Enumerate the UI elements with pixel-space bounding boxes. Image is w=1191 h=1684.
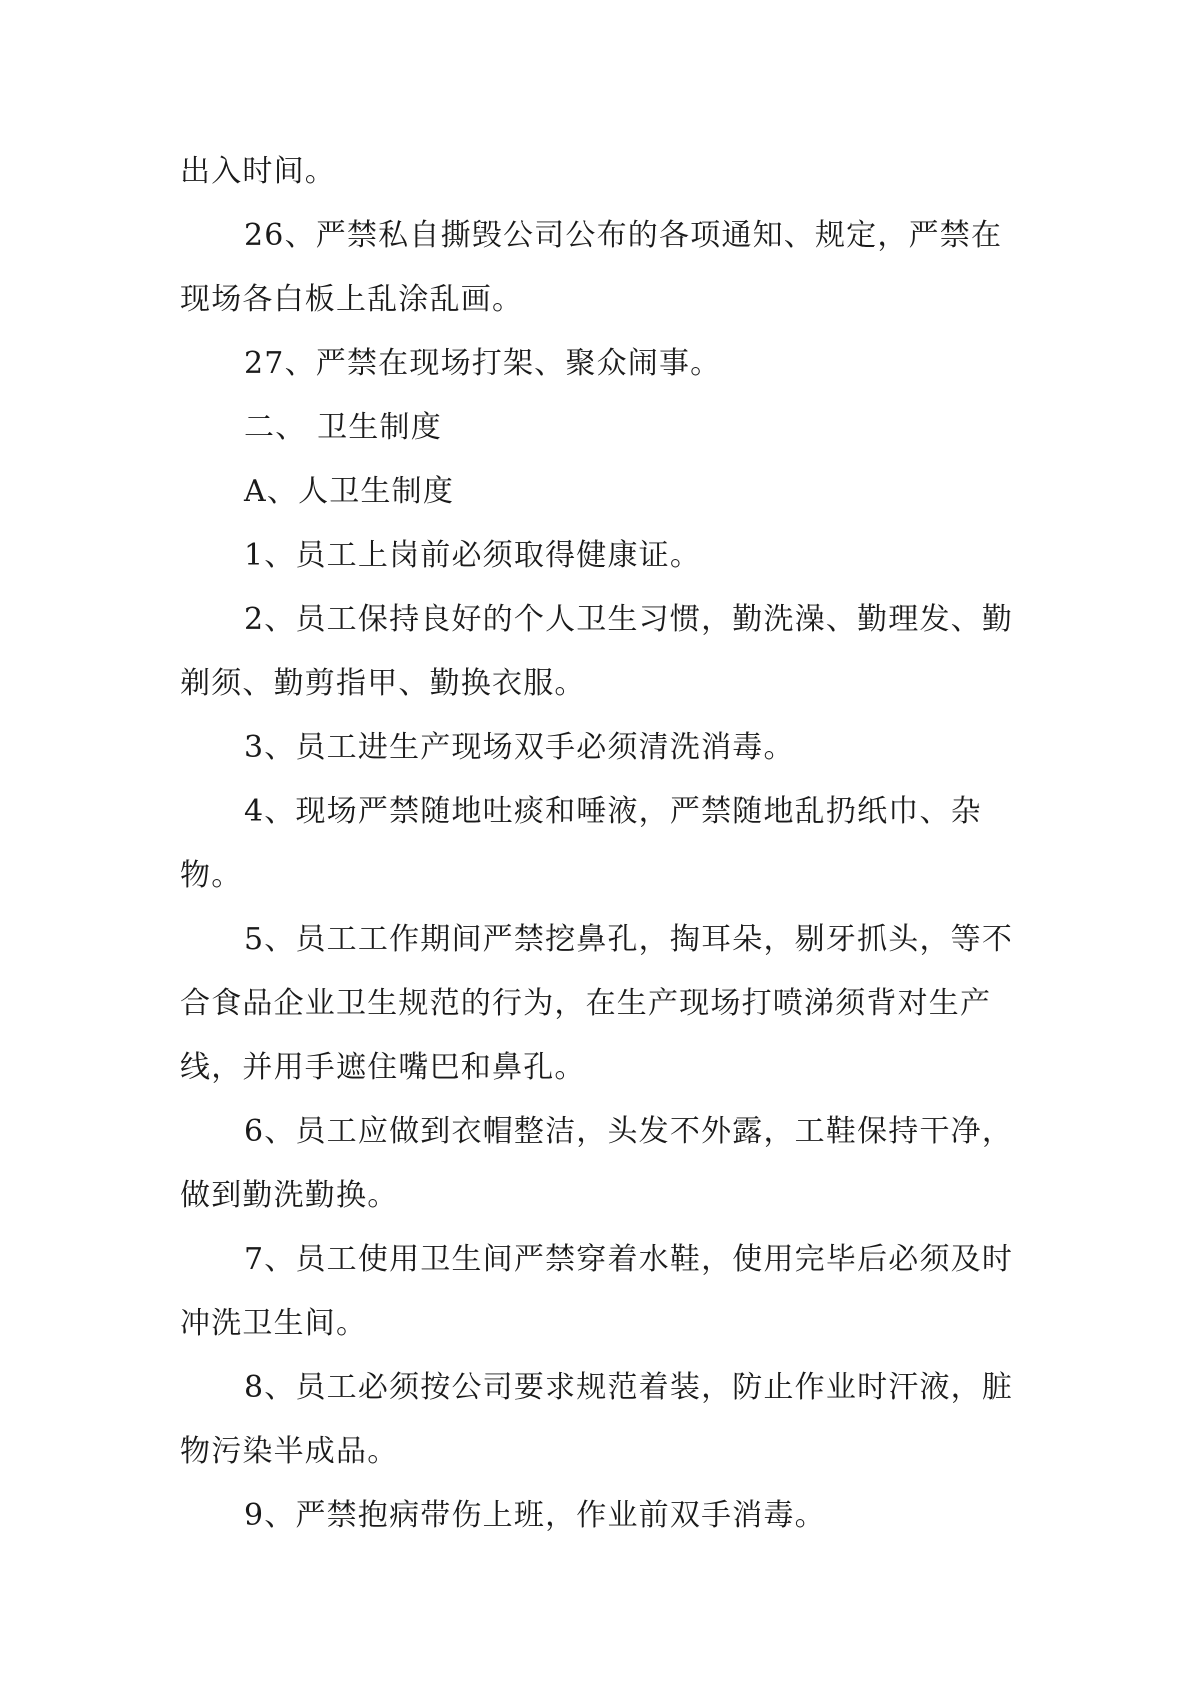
section-heading-hygiene: 二、 卫生制度 bbox=[244, 410, 442, 445]
hygiene-rule-1: 1、员工上岗前必须取得健康证。 bbox=[244, 538, 702, 573]
hygiene-rule-3: 3、员工进生产现场双手必须清洗消毒。 bbox=[244, 730, 795, 765]
hygiene-rule-5: 5、员工工作期间严禁挖鼻孔，掏耳朵，剔牙抓头，等不合食品企业卫生规范的行为，在生产现场打喷涕须背对生产线，并用手遮住嘴巴和鼻孔。 bbox=[180, 922, 1014, 1085]
hygiene-rule-9: 9、严禁抱病带伤上班，作业前双手消毒。 bbox=[244, 1498, 826, 1533]
hygiene-rule-7: 7、员工使用卫生间严禁穿着水鞋，使用完毕后必须及时冲洗卫生间。 bbox=[180, 1242, 1014, 1341]
document-body bbox=[180, 140, 1020, 1548]
hygiene-rule-4: 4、现场严禁随地吐痰和唾液，严禁随地乱扔纸巾、杂物。 bbox=[180, 794, 982, 893]
hygiene-rule-2: 2、员工保持良好的个人卫生习惯，勤洗澡、勤理发、勤剃须、勤剪指甲、勤换衣服。 bbox=[180, 602, 1014, 701]
subsection-heading-personal-hygiene: A、人卫生制度 bbox=[244, 474, 455, 509]
rule-27: 27、严禁在现场打架、聚众闹事。 bbox=[244, 346, 722, 381]
hygiene-rule-6: 6、员工应做到衣帽整洁，头发不外露，工鞋保持干净，做到勤洗勤换。 bbox=[180, 1114, 1014, 1213]
rule-26: 26、严禁私自撕毁公司公布的各项通知、规定，严禁在现场各白板上乱涂乱画。 bbox=[180, 218, 1003, 317]
paragraph-continuation: 出入时间。 bbox=[180, 154, 336, 189]
hygiene-rule-8: 8、员工必须按公司要求规范着装，防止作业时汗液，脏物污染半成品。 bbox=[180, 1370, 1014, 1469]
